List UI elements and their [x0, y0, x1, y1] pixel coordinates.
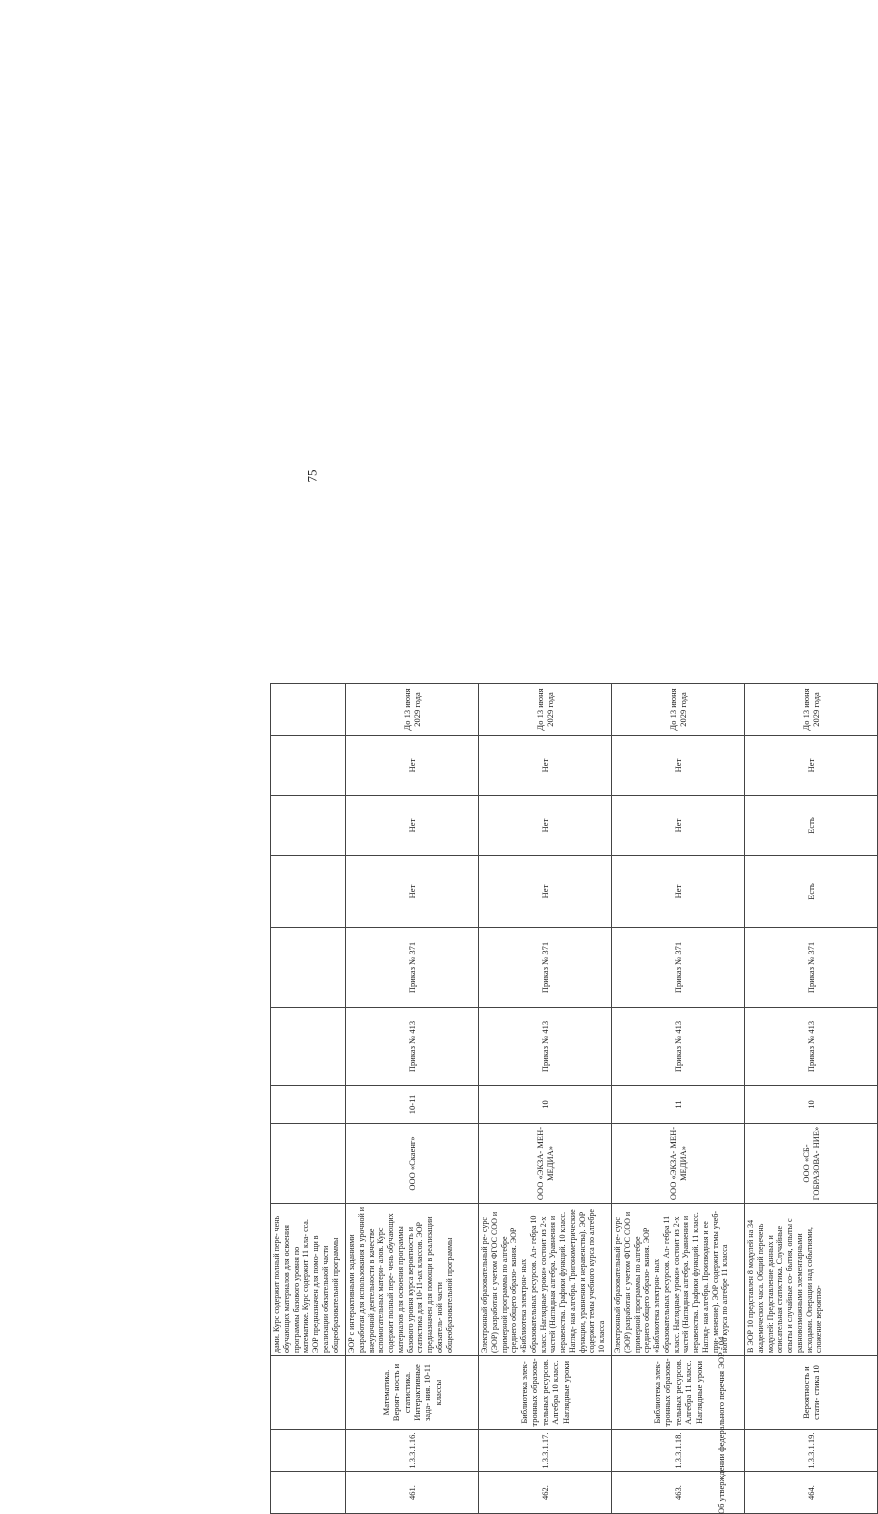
cell-c1: Нет [479, 856, 612, 928]
cell-desc: Электронный образовательный ре- сурс (ЭОР) разработан с учетом ФГОС СОО и примерной программы по алгебре среднего общего образо- вания. ЭОР «Библиотека электрон- ных образовательных ресурсов. Ал- гебра 10 класс. Наглядные уроки» состоит из 2-х частей (Наглядная алгебра. Уравнения и неравенства. Графики функций. 10 класс. Нагляд- ная алгебра. Тригонометрические функции, уравнения и неравенства). ЭОР содержит темы учебного курса по алгебре 10 класса [479, 1204, 612, 1356]
table-row [346, 684, 479, 1514]
cell-deadline [271, 684, 346, 736]
cell-grade: 10 [479, 1086, 612, 1124]
cell-grade: 10-11 [346, 1086, 479, 1124]
cell-deadline: До 13 июня 2029 года [612, 684, 745, 736]
cell-code: 1.3.3.1.16. [346, 1430, 479, 1472]
cell-org: ООО «ЭКЗА- МЕН-МЕДИА» [479, 1124, 612, 1204]
cell-c2: Нет [479, 796, 612, 856]
cell-org: ООО «Скаенг» [346, 1124, 479, 1204]
cell-order1: Приказ № 413 [612, 1008, 745, 1086]
cell-c1 [271, 856, 346, 928]
page-number: 75 [304, 469, 320, 483]
cell-code: 1.3.3.1.17. [479, 1430, 612, 1472]
rotated-page [270, 684, 824, 1514]
cell-name: Математика. Вероят- ность и статистика. Интерактивные зада- ния. 10-11 классы [346, 1356, 479, 1430]
cell-num [271, 1472, 346, 1514]
cell-order1: Приказ № 413 [346, 1008, 479, 1086]
cell-c1: Есть [745, 856, 878, 928]
cell-c3: Нет [479, 736, 612, 796]
document-table [270, 683, 878, 1514]
cell-order2: Приказ № 371 [612, 928, 745, 1008]
cell-code: 1.3.3.1.19. [745, 1430, 878, 1472]
cell-org: ООО «СБ- ГОБРАЗОВА- НИЕ» [745, 1124, 878, 1204]
cell-num: 463. [612, 1472, 745, 1514]
cell-c3: Нет [346, 736, 479, 796]
cell-name: Библиотека элек- тронных образова- тельных ресурсов. Алгебра 10 класс. Наглядные уроки [479, 1356, 612, 1430]
cell-num: 464. [745, 1472, 878, 1514]
cell-name: Библиотека элек- тронных образова- тельных ресурсов. Алгебра 11 класс. Наглядные уроки [612, 1356, 745, 1430]
cell-desc: дами. Курс содержит полный пере- чень обучающих материалов для освоения программы базового уровня по математике. Курс содержит 11 кла- сса. ЭОР предназначен для помо- щи в реализации обязательной части общеобразовательной программы [271, 1204, 346, 1356]
cell-code: 1.3.3.1.18. [612, 1430, 745, 1472]
cell-name: Вероятность и стати- стика 10 [745, 1356, 878, 1430]
cell-deadline: До 13 июня 2029 года [745, 684, 878, 736]
cell-num: 461. [346, 1472, 479, 1514]
cell-c1: Нет [346, 856, 479, 928]
table-row [745, 684, 878, 1514]
cell-c3: Нет [612, 736, 745, 796]
cell-deadline: До 13 июня 2029 года [346, 684, 479, 736]
table-row [479, 684, 612, 1514]
footnote: Об утверждении федерального перечня ЭОР - 04 [716, 1336, 726, 1514]
cell-c2: Есть [745, 796, 878, 856]
cell-org [271, 1124, 346, 1204]
cell-name [271, 1356, 346, 1430]
cell-deadline: До 13 июня 2029 года [479, 684, 612, 736]
cell-desc: ЭОР с интерактивными заданиями разработан для использования в урочной и внеурочной деятельности в качестве вспомогательных матери- алов. Курс содержит полный пере- чень обучающих материалов для освоения программы базового уровня курса вероятность и статистика для 10-11-ых классов. ЭОР предназначен для помощи в реализации обязатель- ной части общеобразовательной программы [346, 1204, 479, 1356]
cell-c2: Нет [612, 796, 745, 856]
cell-order2 [271, 928, 346, 1008]
cell-desc: В ЭОР 10 представлен 8 модулей на 34 академических часа. Общий перечень модулей: Представление данных и описательная статистика. Случайные опыты и случайные со- бытия, опыты с равновозможными элементарными исходами. Операции над событиями, сложение вероятно- [745, 1204, 878, 1356]
cell-order2: Приказ № 371 [479, 928, 612, 1008]
table-row [271, 684, 346, 1514]
cell-c3 [271, 736, 346, 796]
cell-code [271, 1430, 346, 1472]
cell-c2 [271, 796, 346, 856]
cell-order1: Приказ № 413 [745, 1008, 878, 1086]
cell-order1: Приказ № 413 [479, 1008, 612, 1086]
cell-grade: 11 [612, 1086, 745, 1124]
cell-grade: 10 [745, 1086, 878, 1124]
cell-desc: Электронный образовательный ре- сурс (ЭОР) разработан с учетом ФГОС СОО и примерной программы по алгебре среднего общего образо- вания. ЭОР «Библиотека электрон- ных образовательных ресурсов. Ал- гебра 11 класс. Наглядные уроки» состоит из 2-х частей (Наглядная алгебра. Уравнения и неравенства. Графики функций. 11 класс. Нагляд- ная алгебра. Производная и ее при- менение). ЭОР содержит темы учеб- ного курса по алгебре 11 класса [612, 1204, 745, 1356]
cell-order2: Приказ № 371 [346, 928, 479, 1008]
cell-c3: Нет [745, 736, 878, 796]
cell-c2: Нет [346, 796, 479, 856]
cell-num: 462. [479, 1472, 612, 1514]
cell-org: ООО «ЭКЗА- МЕН-МЕДИА» [612, 1124, 745, 1204]
cell-c1: Нет [612, 856, 745, 928]
cell-grade [271, 1086, 346, 1124]
cell-order1 [271, 1008, 346, 1086]
cell-order2: Приказ № 371 [745, 928, 878, 1008]
